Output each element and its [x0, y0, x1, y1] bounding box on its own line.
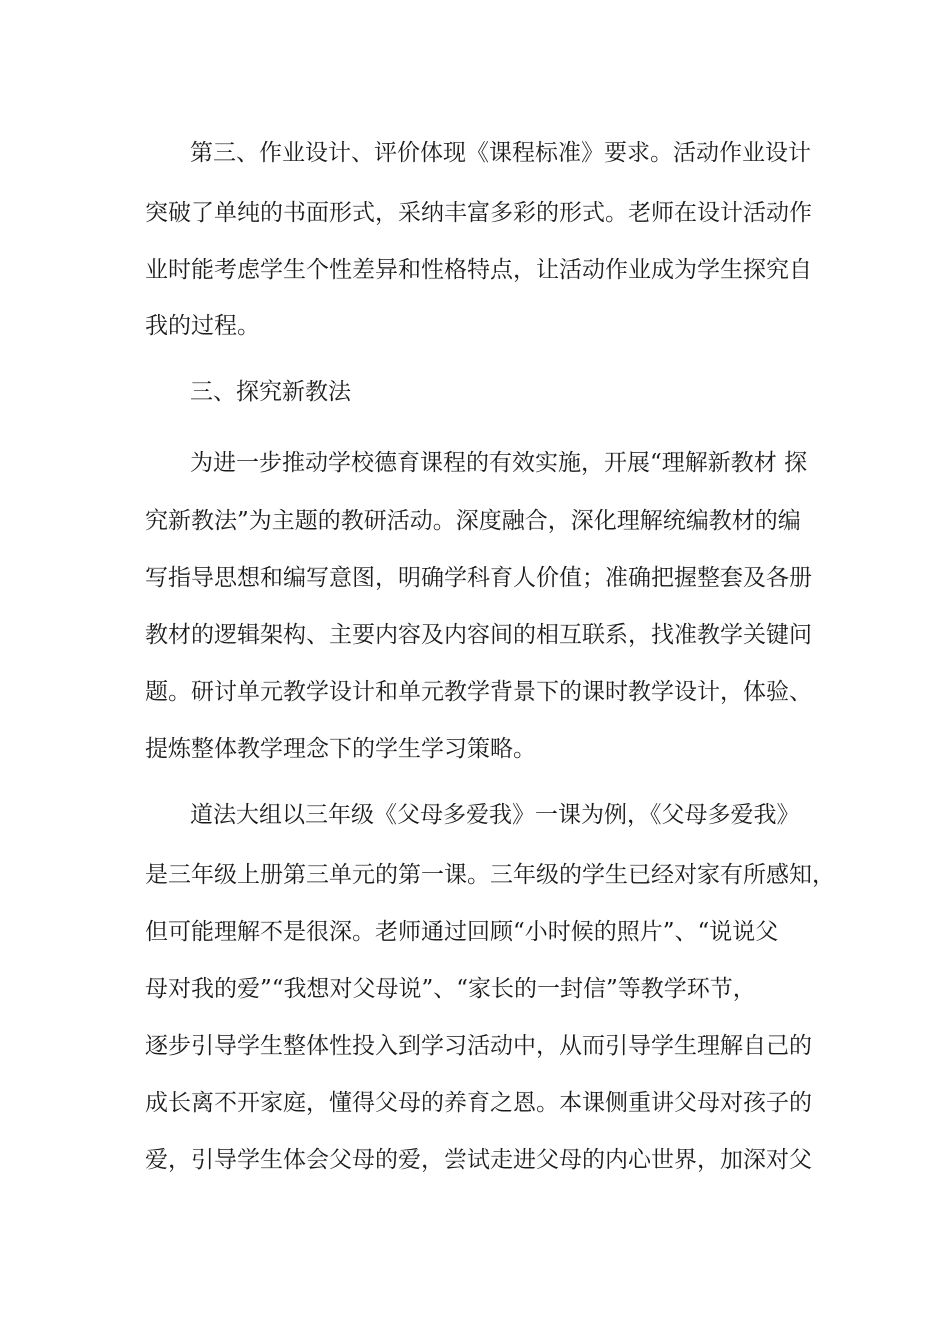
paragraph-3-line-5: 逐步引导学生整体性投入到学习活动中，从而引导学生理解自己的	[145, 1033, 812, 1059]
section-heading: 三、探究新教法	[190, 379, 351, 405]
paragraph-1-line-1: 第三、作业设计、评价体现《课程标准》要求。活动作业设计	[190, 140, 811, 166]
paragraph-3-line-1: 道法大组以三年级《父母多爱我》一课为例，《父母多爱我》	[190, 802, 800, 828]
paragraph-2-line-3: 写指导思想和编写意图，明确学科育人价值；准确把握整套及各册	[145, 565, 812, 591]
paragraph-1-line-4: 我的过程。	[145, 313, 260, 339]
paragraph-2-line-4: 教材的逻辑架构、主要内容及内容间的相互联系，找准教学关键问	[145, 622, 812, 648]
paragraph-3-line-2: 是三年级上册第三单元的第一课。三年级的学生已经对家有所感知，	[145, 862, 835, 888]
paragraph-2-line-5: 题。研讨单元教学设计和单元教学背景下的课时教学设计，体验、	[145, 679, 812, 705]
paragraph-1-line-3: 业时能考虑学生个性差异和性格特点，让活动作业成为学生探究自	[145, 257, 812, 283]
paragraph-3-line-4: 母对我的爱”“我想对父母说”、“家长的一封信”等教学环节，	[145, 976, 756, 1002]
paragraph-1-line-2: 突破了单纯的书面形式，采纳丰富多彩的形式。老师在设计活动作	[145, 200, 812, 226]
paragraph-3-line-3: 但可能理解不是很深。老师通过回顾“小时候的照片”、“说说父	[145, 919, 779, 945]
paragraph-2-line-1: 为进一步推动学校德育课程的有效实施，开展“理解新教材 探	[190, 450, 808, 476]
paragraph-3-line-6: 成长离不开家庭，懂得父母的养育之恩。本课侧重讲父母对孩子的	[145, 1090, 812, 1116]
paragraph-3-line-7: 爱，引导学生体会父母的爱，尝试走进父母的内心世界，加深对父	[145, 1147, 812, 1173]
paragraph-2-line-2: 究新教法”为主题的教研活动。深度融合，深化理解统编教材的编	[145, 508, 801, 534]
paragraph-2-line-6: 提炼整体教学理念下的学生学习策略。	[145, 736, 536, 762]
